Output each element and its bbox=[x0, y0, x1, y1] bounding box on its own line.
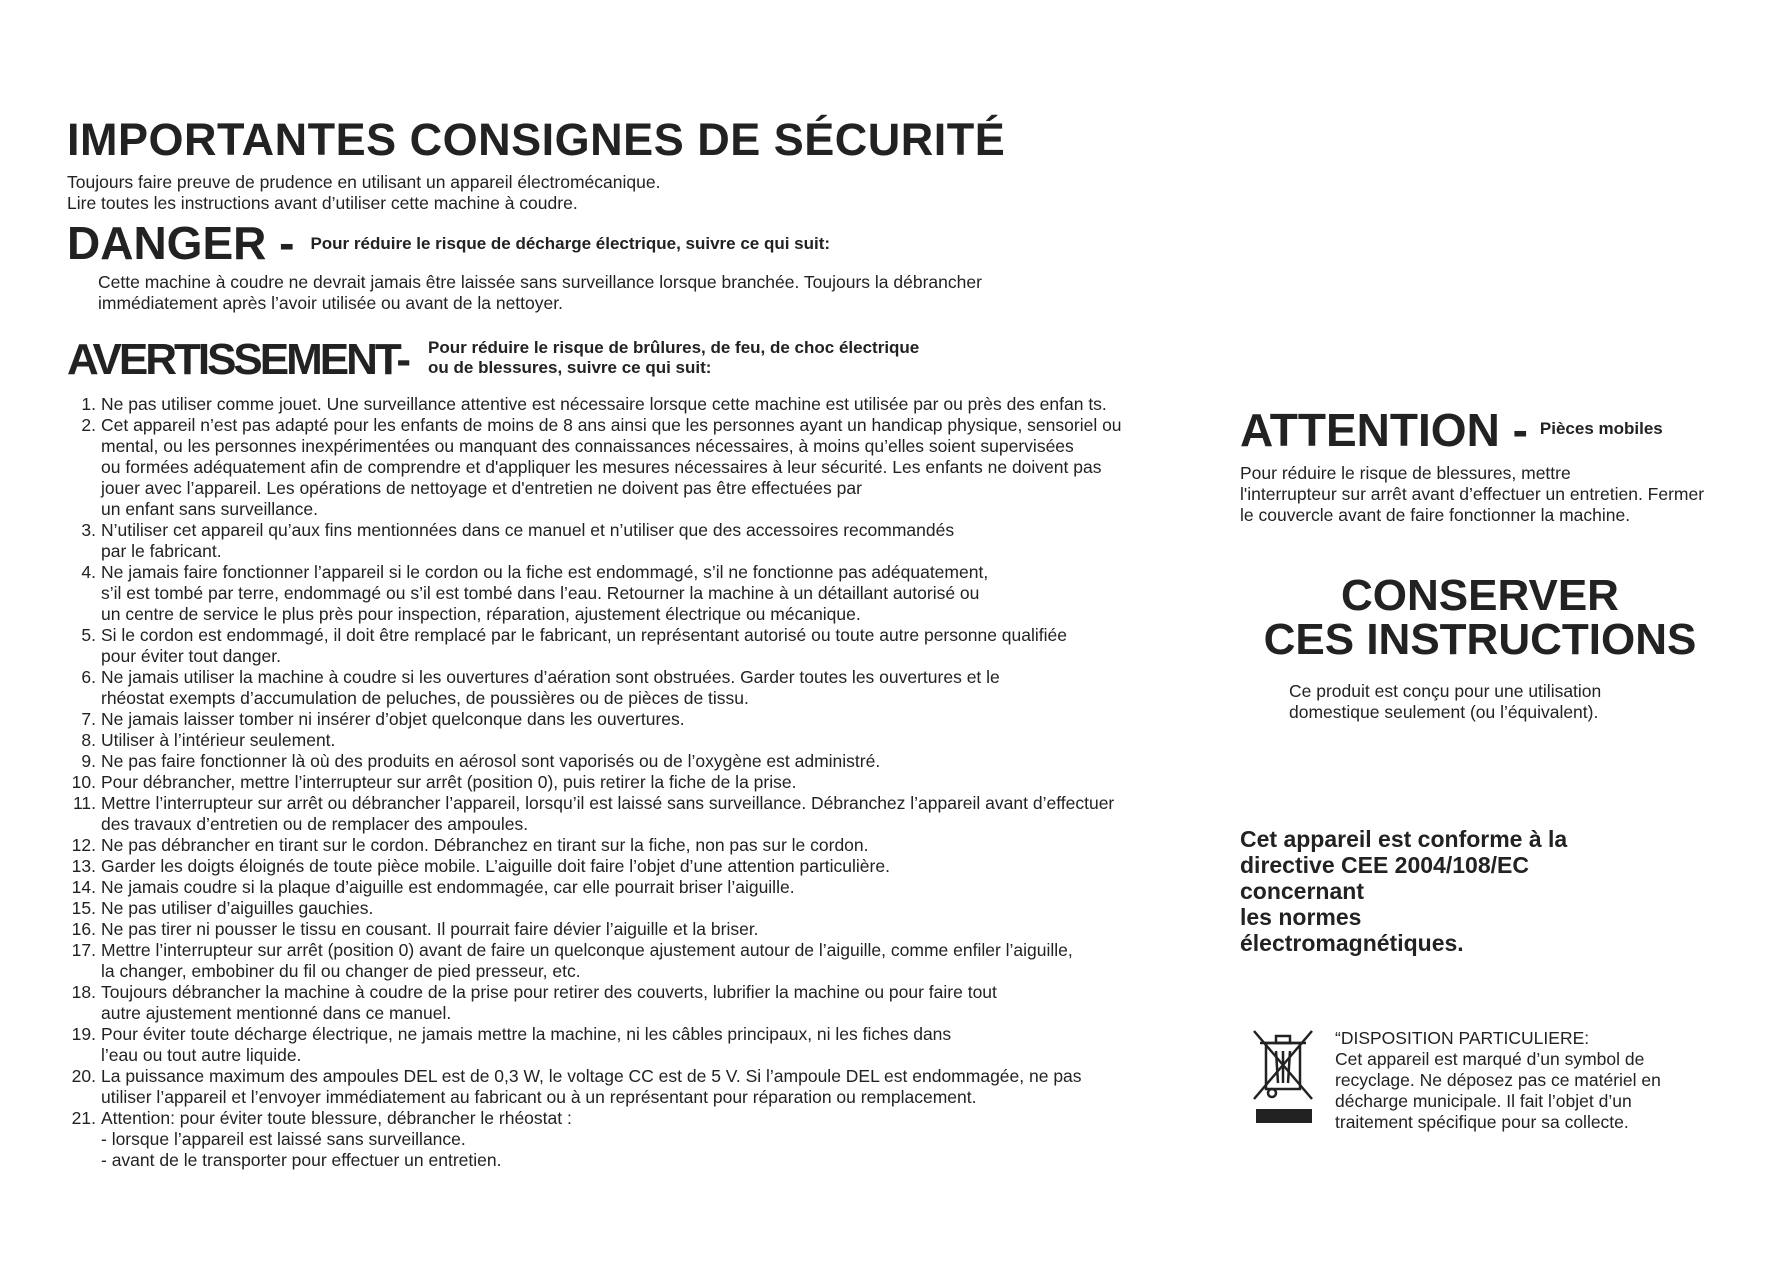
list-item-text: Ne jamais laisser tomber ni insérer d’objet quelconque dans les ouvertures. bbox=[101, 709, 685, 729]
list-item-text: Garder les doigts éloignés de toute pièce mobile. L’aiguille doit faire l’objet d’une attention particulière. bbox=[101, 856, 890, 876]
disposal-text bbox=[1335, 1028, 1735, 1133]
list-item bbox=[66, 751, 1246, 772]
disposal-line: traitement spécifique pour sa collecte. bbox=[1335, 1112, 1629, 1132]
list-item-number: 6. bbox=[81, 667, 96, 687]
list-item bbox=[66, 1066, 1246, 1108]
avertissement-subheading-line: Pour réduire le risque de brûlures, de feu, de choc électrique bbox=[428, 338, 920, 357]
conserver-heading-line: CES INSTRUCTIONS bbox=[1263, 615, 1697, 664]
list-item bbox=[66, 1024, 1246, 1066]
list-item-number: 18. bbox=[71, 982, 96, 1002]
list-item-text: Pour éviter toute décharge électrique, ne jamais mettre la machine, ni les câbles principaux, ni les fiches dans l’eau ou tout autre liquide. bbox=[101, 1024, 952, 1065]
list-item-text: Toujours débrancher la machine à coudre de la prise pour retirer des couverts, lubrifier la machine ou pour faire tout autre ajustement mentionné dans ce manuel. bbox=[101, 982, 997, 1023]
list-item-text: Ne pas débrancher en tirant sur le cordon. Débranchez en tirant sur la fiche, non pas sur le cordon. bbox=[101, 835, 869, 855]
list-item bbox=[66, 898, 1246, 919]
list-item-text: Pour débrancher, mettre l’interrupteur sur arrêt (position 0), puis retirer la fiche de la prise. bbox=[101, 772, 797, 792]
conserver-line: domestique seulement (ou l’équivalent). bbox=[1289, 702, 1599, 722]
crossed-out-wheelie-bin-icon bbox=[1250, 1025, 1318, 1125]
intro-line: Toujours faire preuve de prudence en utilisant un appareil électromécanique. bbox=[67, 172, 661, 192]
list-item-text: Ne jamais utiliser la machine à coudre si les ouvertures d’aération sont obstruées. Garder toutes les ouvertures et le rhéostat exempts d’accumulation de peluches, de poussières ou de pièces de tissu. bbox=[101, 667, 1000, 708]
list-item-text: Ne jamais coudre si la plaque d’aiguille est endommagée, car elle pourrait briser l’aiguille. bbox=[101, 877, 795, 897]
avertissement-heading: AVERTISSEMENT- bbox=[67, 335, 409, 384]
list-item bbox=[66, 835, 1246, 856]
list-item bbox=[66, 520, 1246, 562]
list-item bbox=[66, 772, 1246, 793]
conserver-text bbox=[1289, 681, 1709, 723]
disposal-line: “DISPOSITION PARTICULIERE: bbox=[1335, 1028, 1590, 1048]
list-item bbox=[66, 415, 1246, 520]
danger-line: immédiatement après l’avoir utilisée ou avant de la nettoyer. bbox=[98, 293, 563, 313]
conserver-heading bbox=[1260, 571, 1700, 664]
conformity-statement: Cet appareil est conforme à la directive CEE 2004/108/EC concernant les normes électromagnétiques. bbox=[1240, 826, 1568, 956]
list-item-text: Ne pas utiliser d’aiguilles gauchies. bbox=[101, 898, 374, 918]
list-item bbox=[66, 625, 1246, 667]
list-item bbox=[66, 730, 1246, 751]
danger-subheading: Pour réduire le risque de décharge électrique, suivre ce qui suit: bbox=[310, 234, 831, 253]
list-item-number: 21. bbox=[71, 1108, 96, 1128]
list-item-number: 17. bbox=[71, 940, 96, 960]
disposal-line: Cet appareil est marqué d’un symbol de bbox=[1335, 1049, 1645, 1069]
list-item-text: N’utiliser cet appareil qu’aux fins mentionnées dans ce manuel et n’utiliser que des accessoires recommandés par le fabricant. bbox=[101, 520, 955, 561]
list-item-number: 20. bbox=[71, 1066, 96, 1086]
list-item-number: 10. bbox=[71, 772, 96, 792]
list-item bbox=[66, 856, 1246, 877]
attention-text bbox=[1240, 463, 1760, 526]
conserver-line: Ce produit est conçu pour une utilisation bbox=[1289, 681, 1602, 701]
attention-line: Pour réduire le risque de blessures, mettre bbox=[1240, 463, 1571, 483]
attention-heading: ATTENTION - bbox=[1240, 404, 1528, 456]
list-item-text: Ne jamais faire fonctionner l’appareil si le cordon ou la fiche est endommagé, s’il ne fonctionne pas adéquatement, s’il est tombé par terre, endommagé ou s’il est tombé dans l’eau. Retourner la machine à un détaillant autorisé ou un centre de service le plus près pour inspection, réparation, ajustement électrique ou mécanique. bbox=[101, 562, 989, 624]
list-item bbox=[66, 919, 1246, 940]
attention-line: le couvercle avant de faire fonctionner la machine. bbox=[1240, 505, 1631, 525]
list-item bbox=[66, 394, 1246, 415]
avertissement-subheading bbox=[428, 338, 919, 378]
list-item-text: Mettre l’interrupteur sur arrêt ou débrancher l’appareil, lorsqu’il est laissé sans surveillance. Débranchez l’appareil avant d’effectuer des travaux d’entretien ou de remplacer des ampoules. bbox=[101, 793, 1115, 834]
list-item-number: 13. bbox=[71, 856, 96, 876]
danger-line: Cette machine à coudre ne devrait jamais être laissée sans surveillance lorsque branchée. Toujours la débrancher bbox=[98, 272, 982, 292]
list-item-text: La puissance maximum des ampoules DEL est de 0,3 W, le voltage CC est de 5 V. Si l’ampoule DEL est endommagée, ne pas utiliser l’appareil et l’envoyer immédiatement au fabricant ou à un représentant pour réparation ou remplacement. bbox=[101, 1066, 1082, 1107]
attention-subheading: Pièces mobiles bbox=[1539, 419, 1663, 438]
list-item bbox=[66, 667, 1246, 709]
avertissement-subheading-line: ou de blessures, suivre ce qui suit: bbox=[428, 358, 712, 377]
list-item-number: 9. bbox=[81, 751, 96, 771]
danger-heading-row bbox=[67, 218, 830, 268]
list-item-number: 4. bbox=[81, 562, 96, 582]
list-item-number: 19. bbox=[71, 1024, 96, 1044]
conserver-heading-line: CONSERVER bbox=[1341, 571, 1619, 620]
list-item bbox=[66, 877, 1246, 898]
list-item-number: 8. bbox=[81, 730, 96, 750]
list-item-text: Mettre l’interrupteur sur arrêt (position 0) avant de faire un quelconque ajustement autour de l’aiguille, comme enfiler l’aiguille, la changer, embobiner du fil ou changer de pied presseur, etc. bbox=[101, 940, 1073, 981]
page-title: IMPORTANTES CONSIGNES DE SÉCURITÉ bbox=[67, 114, 1006, 165]
list-item bbox=[66, 562, 1246, 625]
list-item bbox=[66, 793, 1246, 835]
avertissement-heading-row bbox=[67, 336, 919, 384]
list-item-number: 12. bbox=[71, 835, 96, 855]
danger-text bbox=[98, 272, 982, 314]
list-item-number: 2. bbox=[81, 415, 96, 435]
list-item-number: 7. bbox=[81, 709, 96, 729]
list-item bbox=[66, 982, 1246, 1024]
list-item-number: 14. bbox=[71, 877, 96, 897]
attention-line: l'interrupteur sur arrêt avant d’effectuer un entretien. Fermer bbox=[1240, 484, 1705, 504]
list-item bbox=[66, 709, 1246, 730]
intro-line: Lire toutes les instructions avant d’utiliser cette machine à coudre. bbox=[67, 193, 578, 213]
list-item-text: Cet appareil n’est pas adapté pour les enfants de moins de 8 ans ainsi que les personnes ayant un handicap physique, sensoriel ou mental, ou les personnes inexpérimentées ou manquant des connaissances nécessaires, à moins qu’elles soient supervisées ou formées adéquatement afin de comprendre et d'appliquer les mesures nécessaires à leur sécurité. Les enfants ne doivent pas jouer avec l’appareil. Les opérations de nettoyage et d'entretien ne doivent pas être effectuées par un enfant sans surveillance. bbox=[101, 415, 1122, 519]
warning-list bbox=[66, 394, 1246, 1171]
list-item-text: Si le cordon est endommagé, il doit être remplacé par le fabricant, un représentant autorisé ou toute autre personne qualifiée pour éviter tout danger. bbox=[101, 625, 1067, 666]
disposal-line: recyclage. Ne déposez pas ce matériel en bbox=[1335, 1070, 1661, 1090]
list-item-number: 15. bbox=[71, 898, 96, 918]
attention-heading-row bbox=[1240, 405, 1663, 455]
list-item-text: Ne pas utiliser comme jouet. Une surveillance attentive est nécessaire lorsque cette machine est utilisée par ou près des enfan ts. bbox=[101, 394, 1107, 414]
list-item-number: 1. bbox=[81, 394, 96, 414]
list-item bbox=[66, 1108, 1246, 1171]
list-item-text: Ne pas faire fonctionner là où des produits en aérosol sont vaporisés ou de l’oxygène est administré. bbox=[101, 751, 881, 771]
list-item-text: Utiliser à l’intérieur seulement. bbox=[101, 730, 336, 750]
list-item-number: 5. bbox=[81, 625, 96, 645]
list-item-text: Ne pas tirer ni pousser le tissu en cousant. Il pourrait faire dévier l’aiguille et la briser. bbox=[101, 919, 759, 939]
list-item-number: 3. bbox=[81, 520, 96, 540]
intro-text bbox=[67, 172, 660, 214]
danger-heading: DANGER - bbox=[67, 217, 295, 269]
list-item-text: Attention: pour éviter toute blessure, débrancher le rhéostat : - lorsque l’appareil est laissé sans surveillance. - avant de le transporter pour effectuer un entretien. bbox=[101, 1108, 572, 1170]
list-item-number: 11. bbox=[72, 793, 96, 813]
disposal-line: décharge municipale. Il fait l’objet d’un bbox=[1335, 1091, 1632, 1111]
list-item-number: 16. bbox=[71, 919, 96, 939]
list-item bbox=[66, 940, 1246, 982]
